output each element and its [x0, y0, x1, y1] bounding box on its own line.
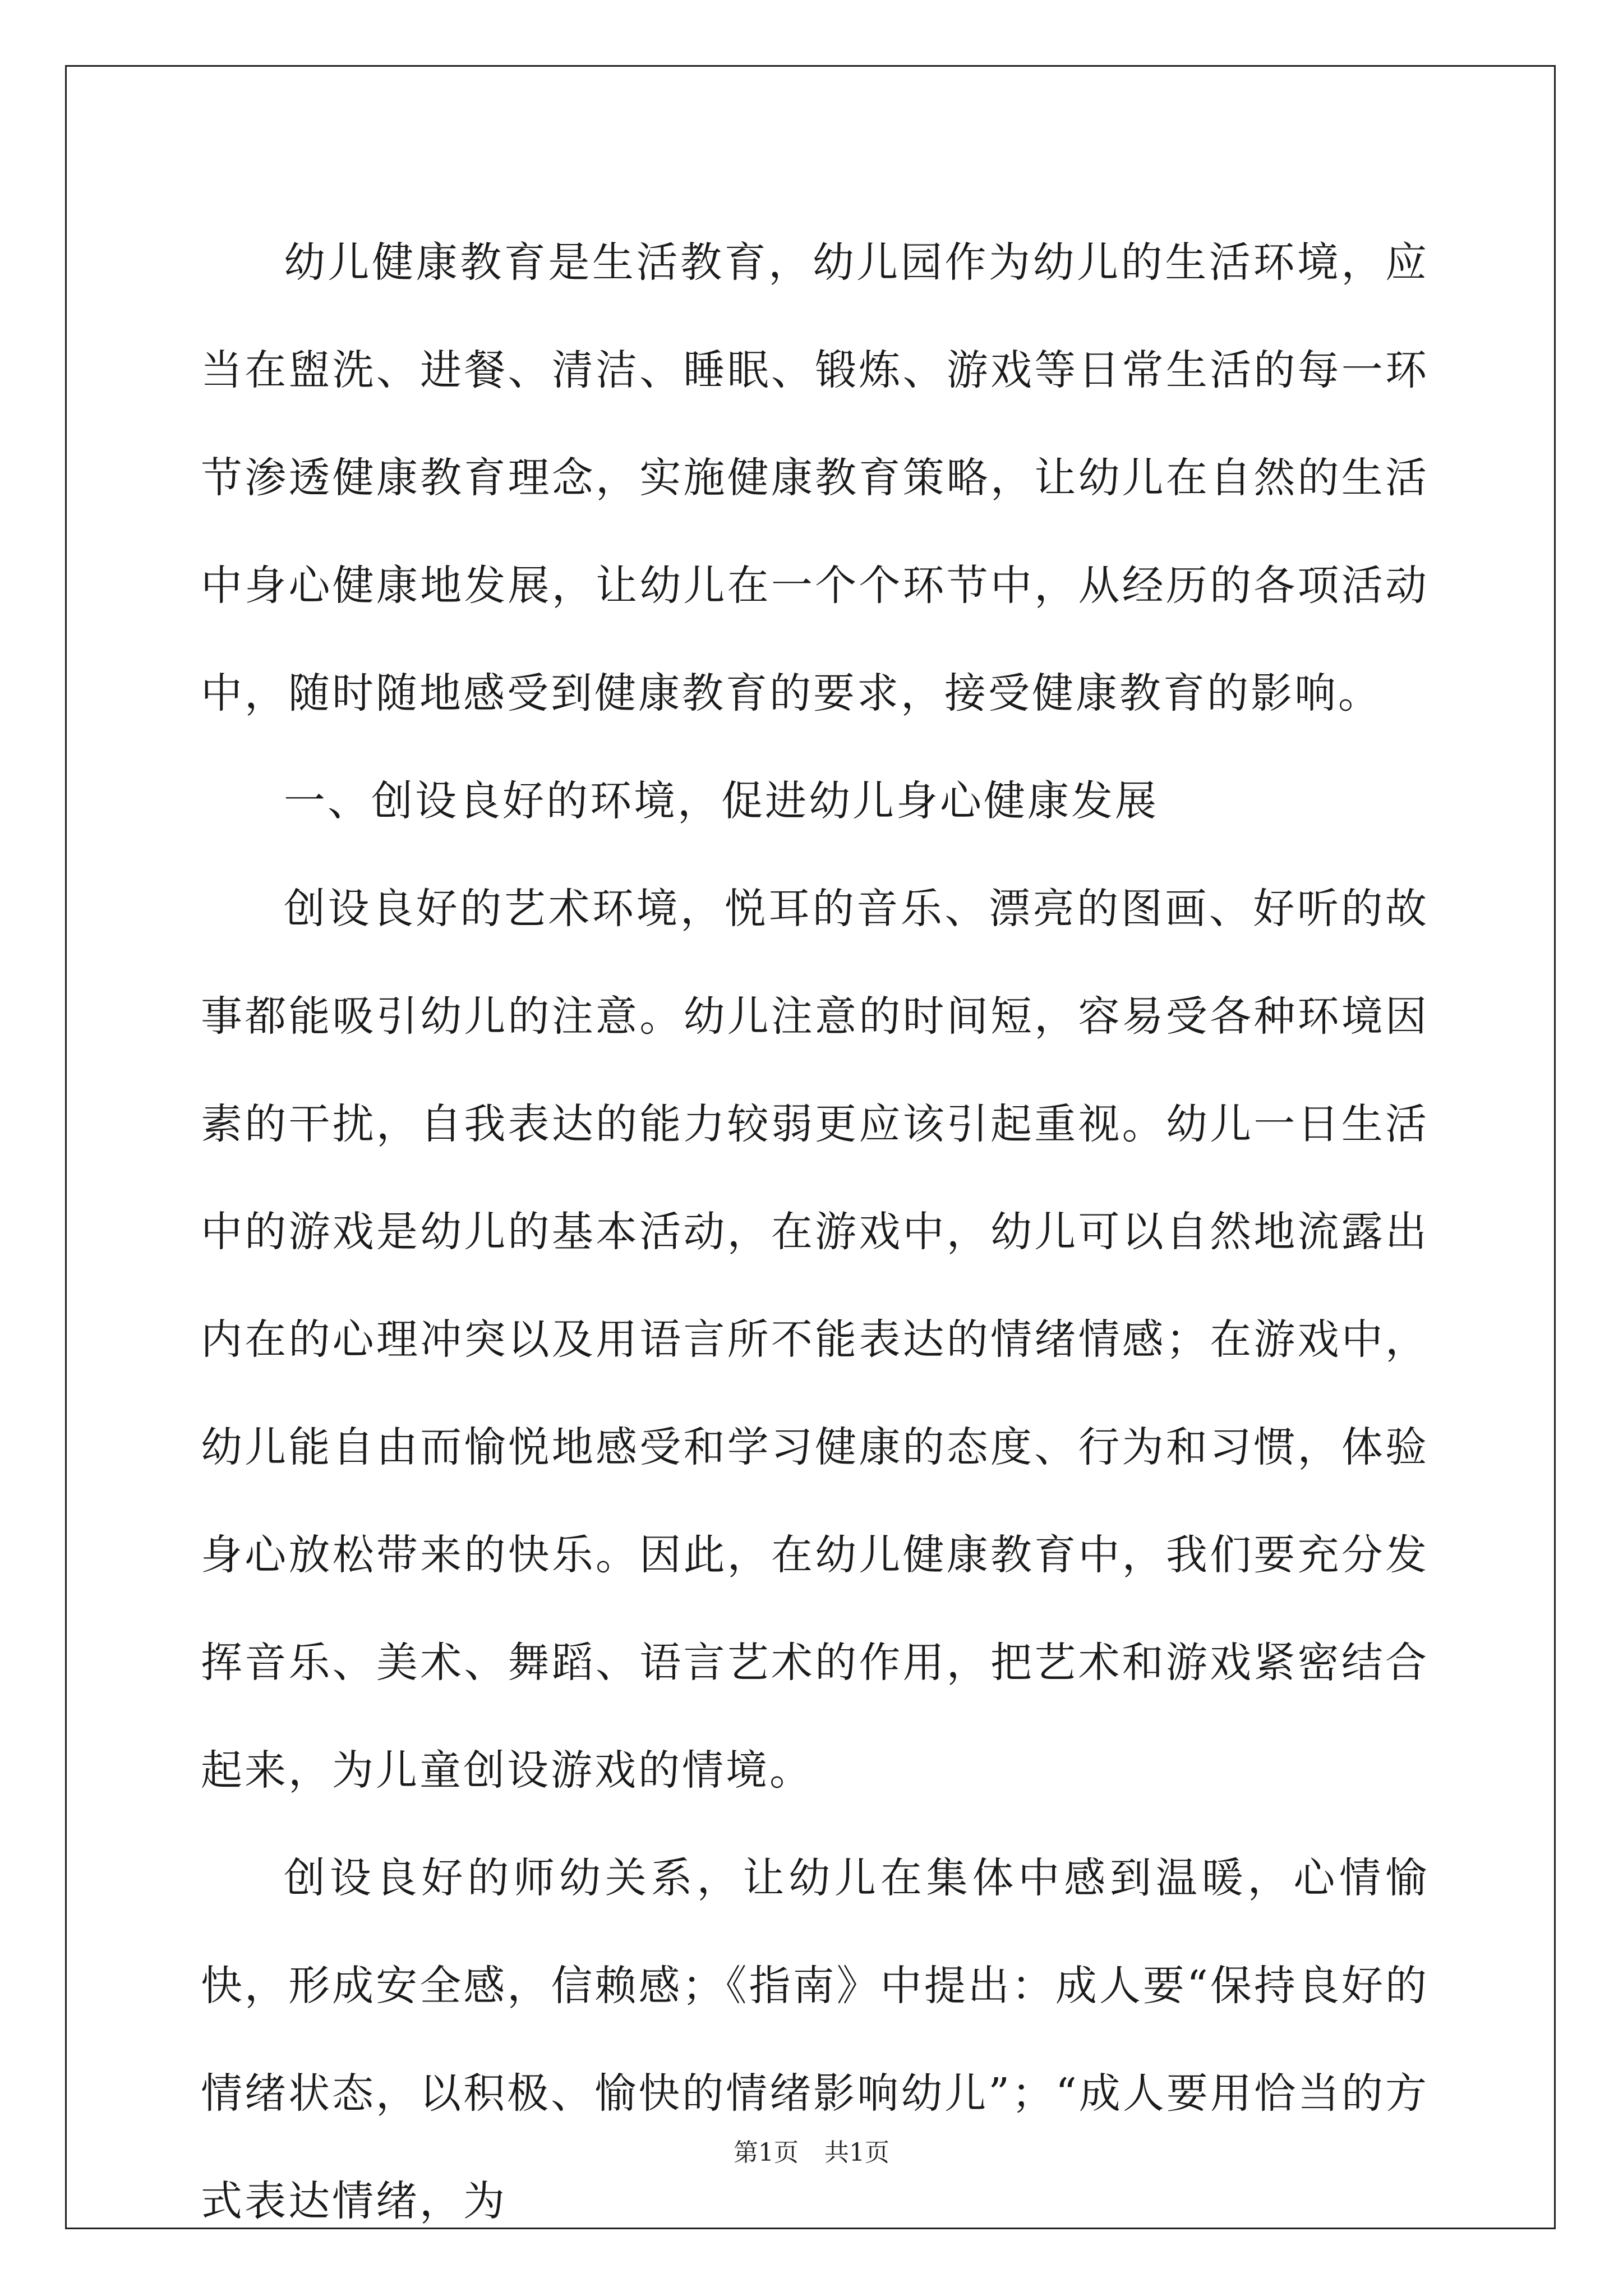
page-total: 共1页 — [824, 2138, 889, 2167]
paragraph-intro: 幼儿健康教育是生活教育，幼儿园作为幼儿的生活环境，应当在盥洗、进餐、清洁、睡眠、锻炼、游戏等日常生活的每一环节渗透健康教育理念，实施健康教育策略，让幼儿在自然的生活中身心健康地发展，让幼儿在一个个环节中，从经历的各项活动中，随时随地感受到健康教育的要求，接受健康教育的影响。 — [201, 238, 1429, 717]
page-footer — [0, 2136, 1623, 2170]
page-number: 第1页 — [734, 2138, 799, 2167]
paragraph-art-environment: 创设良好的艺术环境，悦耳的音乐、漂亮的图画、好听的故事都能吸引幼儿的注意。幼儿注意的时间短，容易受各种环境因素的干扰，自我表达的能力较弱更应该引起重视。幼儿一日生活中的游戏是幼儿的基本活动，在游戏中，幼儿可以自然地流露出内在的心理冲突以及用语言所不能表达的情绪情感；在游戏中，幼儿能自由而愉悦地感受和学习健康的态度、行为和习惯，体验身心放松带来的快乐。因此，在幼儿健康教育中，我们要充分发挥音乐、美术、舞蹈、语言艺术的作用，把艺术和游戏紧密结合起来，为儿童创设游戏的情境。 — [201, 885, 1429, 1795]
section-heading: 一、创设良好的环境，促进幼儿身心健康发展 — [284, 777, 1159, 825]
paragraph-teacher-child-relationship: 创设良好的师幼关系，让幼儿在集体中感到温暖，心情愉快，形成安全感，信赖感；《指南》中提出：成人要“保持良好的情绪状态，以积极、愉快的情绪影响幼儿”；“成人要用恰当的方式表达情绪，为 — [201, 1854, 1429, 2225]
document-body — [201, 209, 1429, 2255]
